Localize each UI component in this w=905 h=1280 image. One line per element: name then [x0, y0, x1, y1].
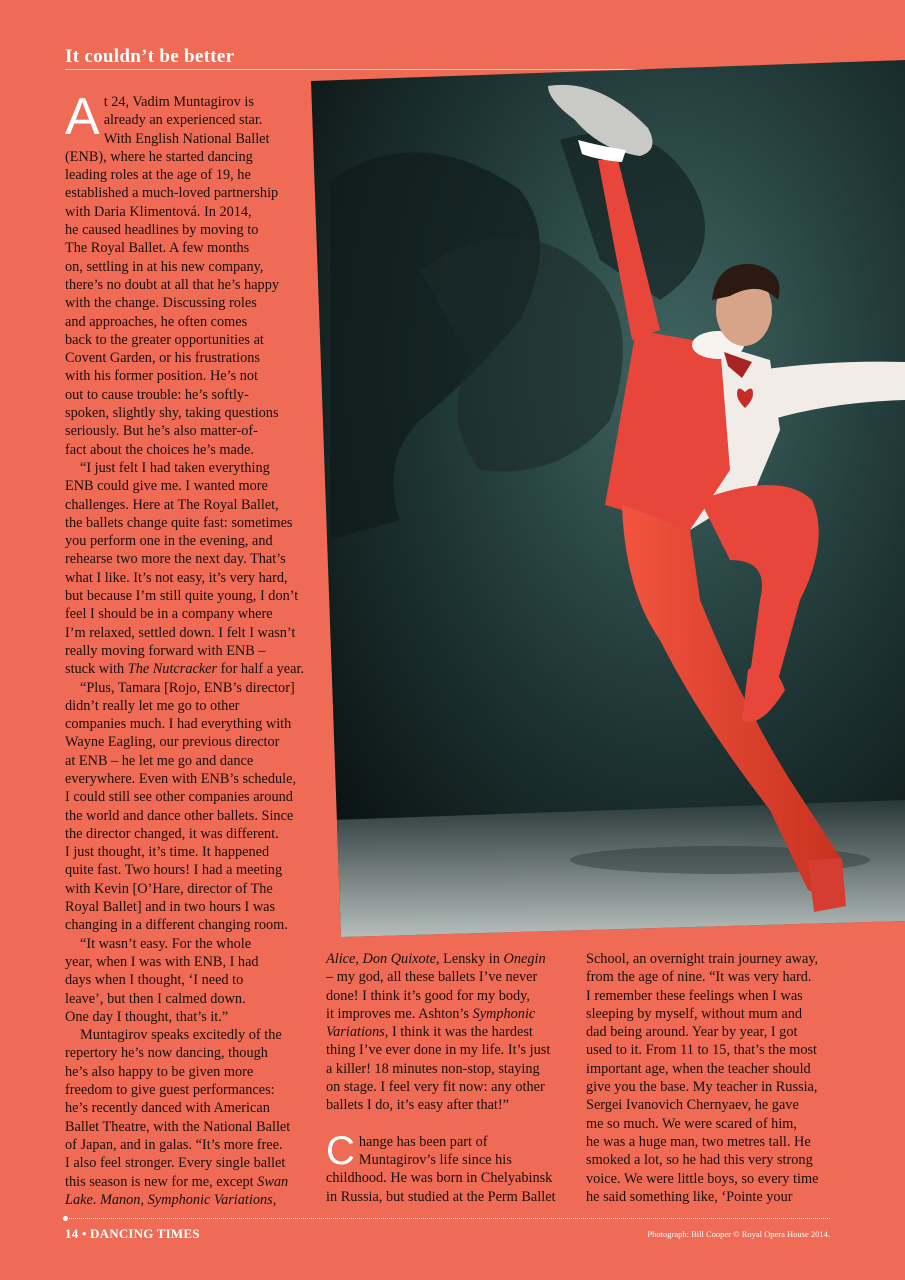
text-fragment: . [92, 1191, 100, 1208]
text-line: quite fast. Two hours! I had a meeting [65, 862, 283, 879]
text-line: I just thought, it’s time. It happened [65, 844, 270, 861]
article-column-2 [326, 950, 571, 1206]
article-column-1 [65, 88, 312, 1209]
text-line: established a much-loved partnership [65, 185, 279, 202]
text-line: (ENB), where he started dancing [65, 148, 253, 165]
text-line: childhood. He was born in Chelyabinsk [326, 1170, 553, 1187]
text-line [65, 1173, 312, 1191]
text-line: with the change. Discussing roles [65, 295, 257, 312]
text-fragment: it improves me. Ashton’s [326, 1005, 473, 1022]
text-line [326, 1005, 571, 1023]
text-line: on stage. I feel very fit now: any other [326, 1079, 545, 1096]
text-fragment: stuck with [65, 661, 128, 678]
ballet-title: Onegin [503, 951, 546, 967]
paragraph-whole-year [65, 935, 312, 1209]
ballet-title: Manon [99, 1191, 141, 1208]
text-line: leading roles at the age of 19, he [65, 167, 251, 184]
intro-paragraph [65, 88, 312, 935]
text-fragment: for half a year. [217, 661, 305, 678]
text-line: a killer! 18 minutes non-stop, staying [326, 1060, 540, 1077]
text-line: in Russia, but studied at the Perm Ballet [326, 1188, 556, 1205]
text-line: used to it. From 11 to 15, that’s the most [586, 1042, 817, 1059]
text-fragment: , I think it was the hardest [384, 1024, 533, 1041]
text-line: “I just felt I had taken everything [80, 459, 270, 476]
text-line: with Daria Klimentová. In 2014, [65, 203, 252, 220]
paragraph-change [326, 1128, 571, 1206]
text-line: you perform one in the evening, and [65, 533, 273, 550]
text-line: didn’t really let me go to other [65, 697, 240, 714]
text-line: everywhere. Even with ENB’s schedule, [65, 770, 297, 787]
text-line: leave’, but then I calmed down. [65, 990, 246, 1007]
text-line: I could still see other companies around [65, 789, 293, 806]
text-line: from the age of nine. “It was very hard. [586, 969, 812, 986]
text-line: but because I’m still quite young, I don’t [65, 588, 299, 605]
text-line: The Royal Ballet. A few months [65, 240, 250, 257]
text-line: he caused headlines by moving to [65, 222, 259, 239]
text-line: Muntagirov’s life since his [358, 1151, 512, 1168]
text-line: important age, when the teacher should [586, 1060, 811, 1077]
text-line: the world and dance other ballets. Since [65, 807, 294, 824]
text-line: at ENB – he let me go and dance [65, 752, 254, 769]
photo-credit: Photograph: Bill Cooper © Royal Opera House 2014. [647, 1229, 830, 1239]
text-line [326, 950, 571, 968]
text-line: One day I thought, that’s it.” [65, 1008, 229, 1025]
text-line: I remember these feelings when I was [586, 987, 803, 1004]
text-line: out to cause trouble: he’s softly- [65, 386, 249, 403]
text-line: he’s also happy to be given more [65, 1063, 254, 1080]
text-fragment: this season is new for me, except [65, 1173, 258, 1190]
text-line: changing in a different changing room. [65, 917, 288, 934]
text-line: ballets I do, it’s easy after that!” [326, 1097, 510, 1114]
text-line [326, 1023, 571, 1041]
text-line: Ballet Theatre, with the National Ballet [65, 1118, 291, 1135]
ballet-title: Variations [326, 1024, 385, 1041]
text-line: already an experienced star. [103, 112, 263, 129]
text-line: he’s recently danced with American [65, 1100, 270, 1117]
page-number: 14 • DANCING TIMES [65, 1226, 200, 1241]
text-line: really moving forward with ENB – [65, 642, 266, 659]
text-line: rehearse two more the next day. That’s [65, 551, 286, 568]
text-line: what I like. It’s not easy, it’s very hard, [65, 569, 288, 586]
text-line: sleeping by myself, without mum and [586, 1005, 803, 1022]
text-line: with his former position. He’s not [65, 368, 258, 385]
text-line: seriously. But he’s also matter-of- [65, 423, 258, 440]
dropcap-c: C [326, 1128, 355, 1173]
text-line: voice. We were little boys, so every time [586, 1170, 819, 1187]
text-fragment: , Lensky in [435, 951, 504, 967]
text-line: he was a huge man, two metres tall. He [586, 1133, 811, 1150]
text-line: I also feel stronger. Every single ballet [65, 1155, 286, 1172]
ballet-title: Lake [65, 1191, 93, 1208]
text-line: – my god, all these ballets I’ve never [326, 969, 538, 986]
ballet-title: The Nutcracker [127, 661, 218, 678]
text-line: Sergei Ivanovich Chernyaev, he gave [586, 1097, 799, 1114]
text-line: freedom to give guest performances: [65, 1082, 275, 1099]
text-line: he said something like, ‘Pointe your [586, 1188, 793, 1205]
text-line: Royal Ballet] and in two hours I was [65, 899, 276, 916]
text-line: Muntagirov speaks excitedly of the [80, 1027, 282, 1044]
text-line: of Japan, and in galas. “It’s more free. [65, 1136, 283, 1153]
ballet-title: Symphonic Variations [147, 1191, 273, 1208]
text-line: hange has been part of [358, 1133, 488, 1150]
paragraph-repertory [326, 950, 571, 1115]
text-line: dad being around. Year by year, I got [586, 1024, 798, 1041]
text-line: With English National Ballet [103, 130, 270, 147]
ballet-title: Symphonic [472, 1005, 536, 1022]
text-line: Wayne Eagling, our previous director [65, 734, 280, 751]
text-line: there’s no doubt at all that he’s happy [65, 276, 280, 293]
text-line: done! I think it’s good for my body, [326, 987, 530, 1004]
text-line: Covent Garden, or his frustrations [65, 350, 260, 367]
text-line: “It wasn’t easy. For the whole [80, 935, 252, 952]
text-line: I’m relaxed, settled down. I felt I wasn’t [65, 624, 296, 641]
text-line: give you the base. My teacher in Russia, [586, 1079, 818, 1096]
paragraph-school [586, 950, 834, 1206]
text-line: year, when I was with ENB, I had [65, 953, 259, 970]
text-line: with Kevin [O’Hare, director of The [65, 880, 273, 897]
text-line: me so much. We were scared of him, [586, 1115, 797, 1132]
dropcap-a: A [65, 88, 100, 146]
text-line: “Plus, Tamara [Rojo, ENB’s director] [80, 679, 295, 696]
ballet-title: Don Quixote [362, 951, 436, 967]
ballet-title: Swan [257, 1173, 289, 1190]
text-line: smoked a lot, so he had this very strong [586, 1152, 813, 1169]
text-line: ENB could give me. I wanted more [65, 478, 268, 495]
text-line: challenges. Here at The Royal Ballet, [65, 496, 279, 513]
text-line: spoken, slightly shy, taking questions [65, 405, 279, 422]
text-line: the director changed, it was different. [65, 825, 279, 842]
text-line: and approaches, he often comes [65, 313, 248, 330]
text-line: fact about the choices he’s made. [65, 441, 254, 458]
text-line [65, 660, 312, 678]
section-title: It couldn’t be better [65, 46, 235, 67]
text-line: t 24, Vadim Muntagirov is [103, 94, 254, 110]
text-line: days when I thought, ‘I need to [65, 972, 244, 989]
text-line [65, 1191, 312, 1209]
text-line: repertory he’s now dancing, though [65, 1045, 268, 1062]
text-line: School, an overnight train journey away, [586, 951, 819, 967]
text-fragment: , [272, 1191, 277, 1208]
text-line: the ballets change quite fast: sometimes [65, 514, 293, 531]
text-line: feel I should be in a company where [65, 606, 273, 623]
text-fragment: , [355, 951, 363, 967]
footer-rule [65, 1218, 830, 1219]
ballet-title: Alice [326, 951, 356, 967]
article-column-3 [586, 950, 834, 1206]
text-line: thing I’ve ever done in my life. It’s just [326, 1042, 551, 1059]
text-fragment: , [140, 1191, 148, 1208]
text-line: companies much. I had everything with [65, 716, 292, 733]
text-line: back to the greater opportunities at [65, 331, 264, 348]
text-line: on, settling in at his new company, [65, 258, 264, 275]
